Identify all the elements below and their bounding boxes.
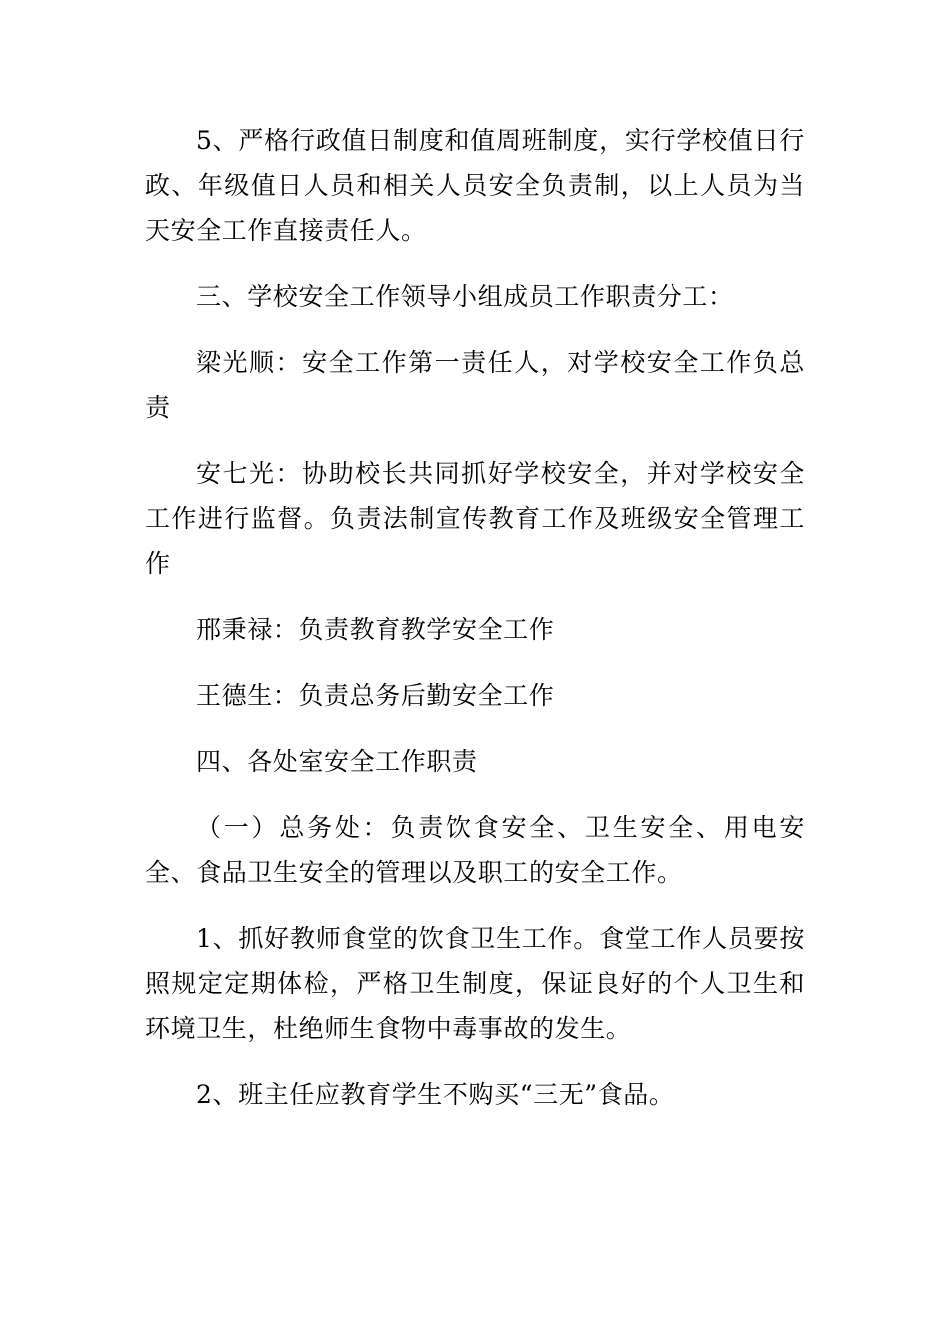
heading-section-three: 三、学校安全工作领导小组成员工作职责分工：	[196, 282, 734, 311]
paragraph-an-qiguang: 安七光：协助校长共同抓好学校安全，并对学校安全工作进行监督。负责法制宣传教育工作及班级安全管理工作	[145, 459, 805, 578]
document-body	[145, 118, 805, 1138]
paragraph-three-no-food: 2、班主任应教育学生不购买“三无”食品。	[196, 1080, 675, 1109]
paragraph-wang-desheng: 王德生：负责总务后勤安全工作	[196, 681, 555, 710]
paragraph-duty-system: 5、严格行政值日制度和值周班制度，实行学校值日行政、年级值日人员和相关人员安全负责制，以上人员为当天安全工作直接责任人。	[145, 126, 805, 245]
paragraph-canteen-hygiene: 1、抓好教师食堂的饮食卫生工作。食堂工作人员要按照规定定期体检，严格卫生制度，保证良好的个人卫生和环境卫生，杜绝师生食物中毒事故的发生。	[145, 924, 805, 1043]
paragraph-general-affairs: （一）总务处：负责饮食安全、卫生安全、用电安全、食品卫生安全的管理以及职工的安全工作。	[145, 813, 805, 887]
paragraph-liang-guangshun: 梁光顺：安全工作第一责任人，对学校安全工作负总责	[145, 348, 805, 422]
heading-section-four: 四、各处室安全工作职责	[196, 747, 478, 776]
paragraph-xing-binglu: 邢秉禄：负责教育教学安全工作	[196, 615, 555, 644]
